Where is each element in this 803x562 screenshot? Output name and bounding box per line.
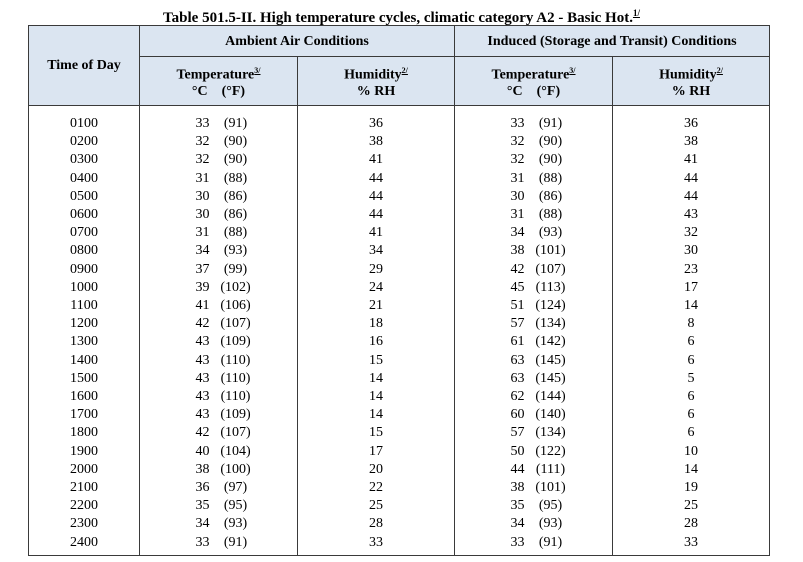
humidity-units: % RH [671,84,711,100]
cell-induced-temperature [455,170,613,188]
cell-induced-temperature [455,534,613,556]
ambient-celsius: 43 [195,334,210,350]
cell-induced-temperature [455,206,613,224]
cell-induced-temperature [455,479,613,497]
header-ambient-temperature [140,57,298,106]
cell-time: 0600 [29,206,140,224]
cell-time: 2000 [29,461,140,479]
cell-time: 1200 [29,315,140,333]
table-row [29,297,770,315]
cell-induced-humidity: 14 [613,461,770,479]
cell-ambient-humidity: 14 [298,370,455,388]
ambient-fahrenheit: (90) [223,152,248,168]
ambient-celsius: 33 [195,116,210,131]
induced-celsius: 60 [510,407,525,423]
cell-time: 2100 [29,479,140,497]
temperature-note: 3/ [254,65,261,75]
cell-ambient-humidity: 44 [298,206,455,224]
table-caption [0,4,803,27]
table-row [29,406,770,424]
table-row [29,352,770,370]
ambient-celsius: 43 [195,352,210,368]
table-row [29,133,770,151]
induced-fahrenheit: (93) [538,516,563,532]
induced-fahrenheit: (140) [535,407,566,423]
cell-ambient-humidity: 28 [298,515,455,533]
ambient-celsius: 32 [195,134,210,150]
induced-fahrenheit: (93) [538,225,563,241]
cell-ambient-humidity: 15 [298,352,455,370]
induced-celsius: 32 [510,152,525,168]
induced-fahrenheit: (95) [538,498,563,514]
induced-fahrenheit: (88) [538,207,563,223]
table-row [29,224,770,242]
ambient-fahrenheit: (109) [220,407,251,423]
cell-induced-temperature [455,133,613,151]
cell-induced-humidity: 14 [613,297,770,315]
cell-induced-temperature [455,443,613,461]
cell-time: 1400 [29,352,140,370]
cell-ambient-temperature [140,315,298,333]
induced-celsius: 63 [510,370,525,386]
humidity-note: 2/ [716,65,723,75]
header-ambient: Ambient Air Conditions [140,26,455,57]
ambient-celsius: 38 [195,461,210,477]
induced-fahrenheit: (111) [535,461,566,477]
cell-induced-temperature [455,106,613,134]
cell-induced-temperature [455,297,613,315]
cell-induced-humidity: 30 [613,242,770,260]
cell-induced-humidity: 10 [613,443,770,461]
caption-text: Table 501.5-II. High temperature cycles, climatic category A2 - Basic Hot. [163,10,633,26]
cell-time: 1800 [29,424,140,442]
induced-fahrenheit: (90) [538,134,563,150]
cell-time: 1900 [29,443,140,461]
cell-induced-humidity: 36 [613,106,770,134]
ambient-fahrenheit: (97) [223,480,248,496]
cell-ambient-temperature [140,424,298,442]
cell-induced-temperature [455,188,613,206]
ambient-celsius: 41 [195,298,210,314]
humidity-label: Humidity [344,67,402,83]
ambient-fahrenheit: (86) [223,207,248,223]
ambient-celsius: 43 [195,370,210,386]
induced-celsius: 34 [510,225,525,241]
table-row [29,206,770,224]
ambient-celsius: 43 [195,407,210,423]
temperature-units: °C (°F) [191,84,246,100]
table-row [29,261,770,279]
induced-celsius: 62 [510,389,525,405]
cell-ambient-humidity: 44 [298,188,455,206]
cell-induced-temperature [455,370,613,388]
cell-ambient-temperature [140,133,298,151]
cell-ambient-humidity: 33 [298,534,455,556]
cell-induced-temperature [455,406,613,424]
cell-time: 1500 [29,370,140,388]
induced-celsius: 38 [510,480,525,496]
ambient-celsius: 40 [195,443,210,459]
ambient-celsius: 34 [195,516,210,532]
induced-fahrenheit: (145) [535,370,566,386]
cell-ambient-temperature [140,242,298,260]
induced-celsius: 57 [510,316,525,332]
cell-ambient-humidity: 20 [298,461,455,479]
cell-induced-humidity: 25 [613,497,770,515]
induced-celsius: 31 [510,207,525,223]
induced-celsius: 63 [510,352,525,368]
ambient-celsius: 31 [195,170,210,186]
induced-fahrenheit: (142) [535,334,566,350]
cell-ambient-humidity: 14 [298,406,455,424]
induced-celsius: 30 [510,188,525,204]
ambient-fahrenheit: (95) [223,498,248,514]
header-induced-temperature [455,57,613,106]
temperature-units: °C (°F) [506,84,561,100]
ambient-fahrenheit: (107) [220,316,251,332]
cell-time: 0400 [29,170,140,188]
cell-ambient-temperature [140,370,298,388]
cell-induced-humidity: 6 [613,406,770,424]
cell-ambient-temperature [140,352,298,370]
induced-celsius: 51 [510,298,525,314]
cell-induced-humidity: 43 [613,206,770,224]
ambient-fahrenheit: (104) [220,443,251,459]
induced-fahrenheit: (91) [538,116,563,131]
cell-ambient-temperature [140,297,298,315]
induced-fahrenheit: (101) [535,480,566,496]
cell-ambient-humidity: 25 [298,497,455,515]
cell-ambient-temperature [140,261,298,279]
induced-celsius: 42 [510,261,525,277]
cell-induced-temperature [455,497,613,515]
cell-induced-temperature [455,461,613,479]
ambient-fahrenheit: (107) [220,425,251,441]
temperature-label: Temperature [176,67,255,83]
induced-celsius: 45 [510,279,525,295]
cell-time: 0300 [29,151,140,169]
cell-ambient-temperature [140,206,298,224]
cell-ambient-humidity: 44 [298,170,455,188]
cell-ambient-temperature [140,534,298,556]
cell-ambient-humidity: 41 [298,224,455,242]
cell-ambient-temperature [140,443,298,461]
cell-induced-humidity: 6 [613,333,770,351]
table-row [29,497,770,515]
induced-celsius: 33 [510,116,525,131]
header-row-columns [29,57,770,106]
cell-time: 1000 [29,279,140,297]
induced-celsius: 34 [510,516,525,532]
cell-induced-humidity: 28 [613,515,770,533]
table-row [29,242,770,260]
cell-time: 2200 [29,497,140,515]
ambient-fahrenheit: (93) [223,516,248,532]
cell-ambient-humidity: 18 [298,315,455,333]
table-row [29,534,770,556]
induced-celsius: 35 [510,498,525,514]
induced-fahrenheit: (91) [538,534,563,550]
cell-induced-humidity: 6 [613,424,770,442]
ambient-fahrenheit: (86) [223,188,248,204]
cell-induced-temperature [455,515,613,533]
induced-fahrenheit: (101) [535,243,566,259]
cell-ambient-temperature [140,406,298,424]
induced-celsius: 31 [510,170,525,186]
header-row-groups [29,26,770,57]
table-row [29,461,770,479]
temperature-cycles-table [28,25,770,556]
cell-time: 2400 [29,534,140,556]
ambient-fahrenheit: (99) [223,261,248,277]
cell-induced-humidity: 6 [613,352,770,370]
cell-ambient-temperature [140,106,298,134]
table-row [29,315,770,333]
cell-ambient-temperature [140,170,298,188]
cell-ambient-humidity: 38 [298,133,455,151]
header-ambient-humidity [298,57,455,106]
ambient-celsius: 34 [195,243,210,259]
cell-ambient-temperature [140,497,298,515]
ambient-celsius: 35 [195,498,210,514]
header-induced: Induced (Storage and Transit) Conditions [455,26,770,57]
cell-ambient-humidity: 36 [298,106,455,134]
cell-time: 0100 [29,106,140,134]
induced-celsius: 38 [510,243,525,259]
ambient-celsius: 42 [195,425,210,441]
table-row [29,388,770,406]
temperature-label: Temperature [491,67,570,83]
cell-time: 1600 [29,388,140,406]
cell-time: 2300 [29,515,140,533]
induced-fahrenheit: (113) [535,279,566,295]
cell-induced-humidity: 23 [613,261,770,279]
induced-fahrenheit: (90) [538,152,563,168]
cell-induced-humidity: 32 [613,224,770,242]
cell-induced-humidity: 41 [613,151,770,169]
cell-induced-temperature [455,333,613,351]
cell-induced-humidity: 44 [613,170,770,188]
humidity-units: % RH [356,84,396,100]
ambient-celsius: 30 [195,188,210,204]
ambient-fahrenheit: (109) [220,334,251,350]
cell-induced-temperature [455,424,613,442]
cell-time: 0700 [29,224,140,242]
table-row [29,170,770,188]
induced-fahrenheit: (88) [538,170,563,186]
cell-induced-humidity: 19 [613,479,770,497]
cell-induced-humidity: 44 [613,188,770,206]
induced-celsius: 50 [510,443,525,459]
induced-fahrenheit: (134) [535,316,566,332]
cell-time: 0500 [29,188,140,206]
cell-ambient-humidity: 24 [298,279,455,297]
ambient-fahrenheit: (100) [220,461,251,477]
temperature-note: 3/ [569,65,576,75]
cell-ambient-humidity: 34 [298,242,455,260]
cell-ambient-temperature [140,333,298,351]
cell-induced-temperature [455,261,613,279]
induced-celsius: 32 [510,134,525,150]
ambient-fahrenheit: (110) [220,370,251,386]
induced-fahrenheit: (144) [535,389,566,405]
ambient-fahrenheit: (91) [223,116,248,131]
humidity-note: 2/ [401,65,408,75]
ambient-fahrenheit: (90) [223,134,248,150]
table-row [29,424,770,442]
cell-time: 0900 [29,261,140,279]
cell-induced-temperature [455,224,613,242]
ambient-fahrenheit: (110) [220,389,251,405]
ambient-celsius: 30 [195,207,210,223]
induced-celsius: 44 [510,461,525,477]
ambient-fahrenheit: (88) [223,225,248,241]
ambient-celsius: 42 [195,316,210,332]
cell-ambient-humidity: 22 [298,479,455,497]
cell-ambient-temperature [140,479,298,497]
ambient-fahrenheit: (88) [223,170,248,186]
cell-time: 1100 [29,297,140,315]
cell-ambient-temperature [140,151,298,169]
cell-induced-temperature [455,279,613,297]
cell-induced-humidity: 33 [613,534,770,556]
cell-ambient-humidity: 17 [298,443,455,461]
cell-ambient-humidity: 16 [298,333,455,351]
cell-ambient-humidity: 41 [298,151,455,169]
induced-fahrenheit: (124) [535,298,566,314]
induced-fahrenheit: (86) [538,188,563,204]
table-row [29,188,770,206]
cell-ambient-humidity: 14 [298,388,455,406]
table-row [29,479,770,497]
cell-induced-humidity: 6 [613,388,770,406]
cell-ambient-temperature [140,224,298,242]
cell-ambient-temperature [140,279,298,297]
cell-ambient-temperature [140,188,298,206]
induced-fahrenheit: (122) [535,443,566,459]
ambient-fahrenheit: (91) [223,534,248,550]
ambient-celsius: 36 [195,480,210,496]
ambient-fahrenheit: (93) [223,243,248,259]
ambient-celsius: 32 [195,152,210,168]
ambient-celsius: 43 [195,389,210,405]
cell-ambient-temperature [140,461,298,479]
cell-ambient-humidity: 21 [298,297,455,315]
cell-ambient-temperature [140,515,298,533]
cell-time: 0800 [29,242,140,260]
cell-induced-humidity: 5 [613,370,770,388]
cell-induced-temperature [455,315,613,333]
cell-induced-humidity: 17 [613,279,770,297]
table-row [29,106,770,134]
caption-footnote-ref: 1/ [632,8,640,18]
cell-ambient-temperature [140,388,298,406]
ambient-celsius: 37 [195,261,210,277]
table-row [29,370,770,388]
ambient-celsius: 39 [195,279,210,295]
cell-induced-humidity: 8 [613,315,770,333]
cell-induced-temperature [455,388,613,406]
table-row [29,333,770,351]
induced-fahrenheit: (134) [535,425,566,441]
cell-time: 1300 [29,333,140,351]
cell-time: 1700 [29,406,140,424]
table-row [29,515,770,533]
humidity-label: Humidity [659,67,717,83]
induced-celsius: 33 [510,534,525,550]
induced-celsius: 61 [510,334,525,350]
ambient-fahrenheit: (106) [220,298,251,314]
cell-induced-temperature [455,242,613,260]
cell-ambient-humidity: 15 [298,424,455,442]
ambient-celsius: 31 [195,225,210,241]
table-row [29,443,770,461]
header-time-of-day: Time of Day [29,26,140,106]
ambient-fahrenheit: (110) [220,352,251,368]
header-induced-humidity [613,57,770,106]
induced-fahrenheit: (107) [535,261,566,277]
cell-induced-temperature [455,151,613,169]
table-body [29,106,770,556]
cell-induced-humidity: 38 [613,133,770,151]
cell-induced-temperature [455,352,613,370]
induced-fahrenheit: (145) [535,352,566,368]
cell-ambient-humidity: 29 [298,261,455,279]
ambient-fahrenheit: (102) [220,279,251,295]
cell-time: 0200 [29,133,140,151]
table-row [29,279,770,297]
induced-celsius: 57 [510,425,525,441]
ambient-celsius: 33 [195,534,210,550]
table-row [29,151,770,169]
